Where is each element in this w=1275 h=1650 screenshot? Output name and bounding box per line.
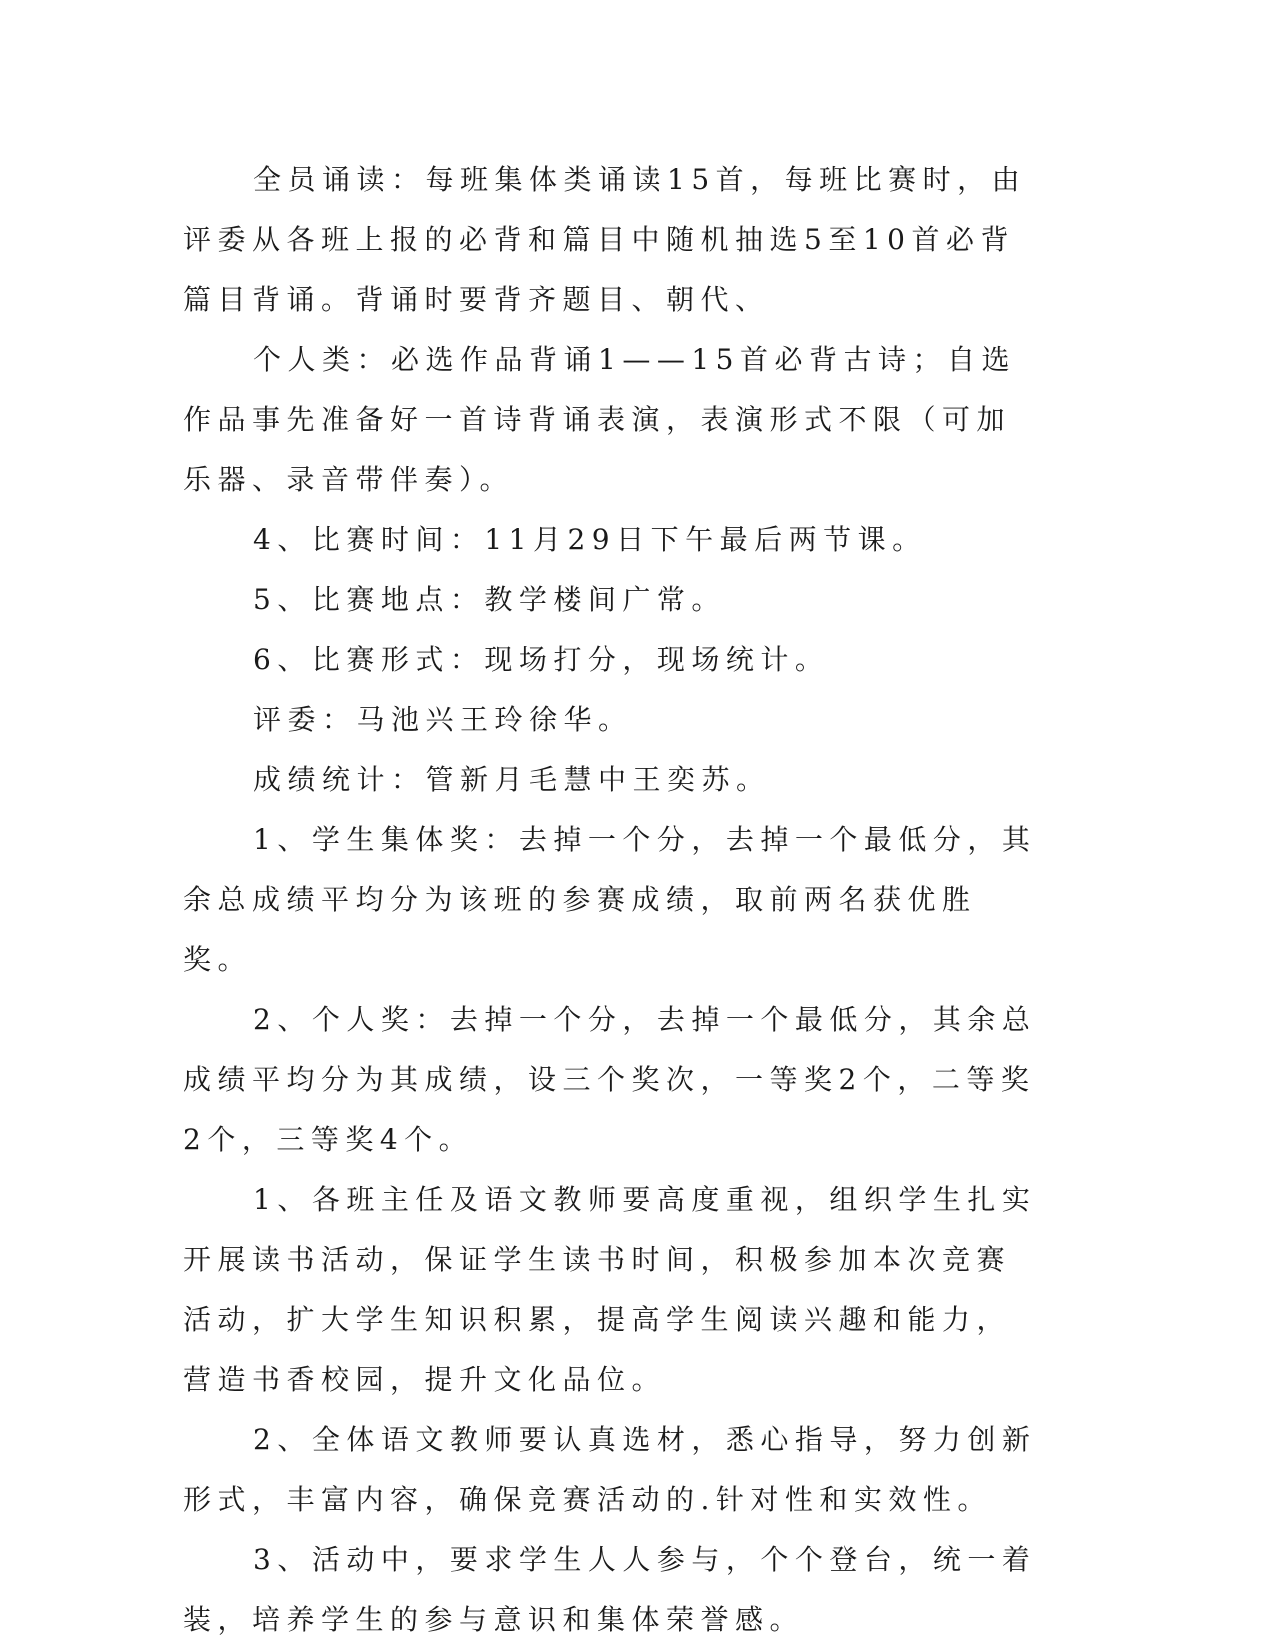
paragraph-recitation-individual: 个人类：必选作品背诵1——15首必背古诗；自选作品事先准备好一首诗背诵表演，表演形式不限（可加乐器、录音带伴奏）。 — [183, 343, 1016, 496]
paragraph-individual-award: 2、个人奖：去掉一个分，去掉一个最低分，其余总成绩平均分为其成绩，设三个奖次，一等奖2个，二等奖2个，三等奖4个。 — [183, 1003, 1037, 1156]
paragraph-score-statistics: 成绩统计：管新月毛慧中王奕苏。 — [253, 763, 771, 796]
paragraph-requirement-2: 2、全体语文教师要认真选材，悉心指导，努力创新形式，丰富内容，确保竞赛活动的.针对性和实效性。 — [183, 1423, 1037, 1516]
paragraph-requirement-3: 3、活动中，要求学生人人参与，个个登台，统一着装，培养学生的参与意识和集体荣誉感。 — [183, 1543, 1037, 1636]
paragraph-competition-location: 5、比赛地点：教学楼间广常。 — [253, 583, 726, 616]
paragraph-judges: 评委：马池兴王玲徐华。 — [253, 703, 633, 736]
paragraph-competition-time: 4、比赛时间：11月29日下午最后两节课。 — [253, 523, 927, 556]
paragraph-competition-format: 6、比赛形式：现场打分，现场统计。 — [253, 643, 830, 676]
paragraph-requirement-1: 1、各班主任及语文教师要高度重视，组织学生扎实开展读书活动，保证学生读书时间，积极参加本次竞赛活动，扩大学生知识积累，提高学生阅读兴趣和能力，营造书香校园，提升文化品位。 — [183, 1183, 1037, 1396]
document-body — [183, 150, 1043, 1650]
paragraph-recitation-all: 全员诵读：每班集体类诵读15首，每班比赛时，由评委从各班上报的必背和篇目中随机抽选5至10首必背篇目背诵。背诵时要背齐题目、朝代、 — [183, 163, 1027, 316]
paragraph-group-award: 1、学生集体奖：去掉一个分，去掉一个最低分，其余总成绩平均分为该班的参赛成绩，取前两名获优胜奖。 — [183, 823, 1037, 976]
